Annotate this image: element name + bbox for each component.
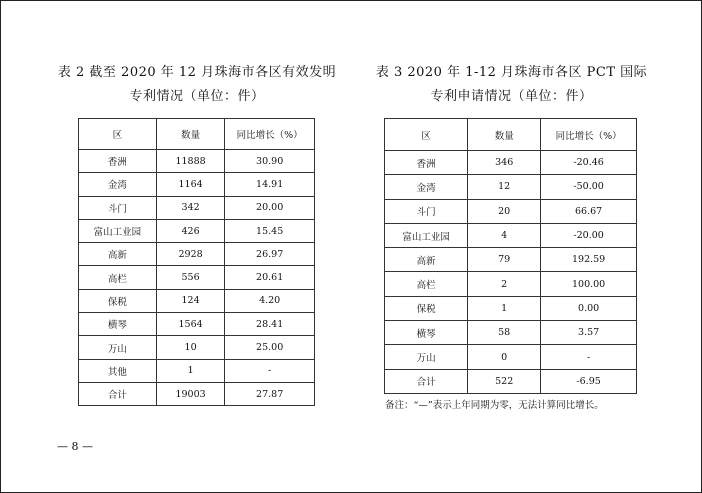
table-row — [385, 345, 637, 369]
cell-count: 10 — [156, 336, 224, 359]
table-row — [79, 313, 315, 336]
header-count: 数量 — [468, 119, 541, 151]
cell-district: 香洲 — [79, 150, 157, 173]
cell-growth: 26.97 — [225, 243, 315, 266]
table-row — [385, 321, 637, 345]
cell-growth: 15.45 — [225, 219, 315, 242]
cell-district: 保税 — [385, 296, 468, 320]
cell-district: 金湾 — [385, 175, 468, 199]
table-row — [79, 289, 315, 312]
table2-caption-line1: 表 2 截至 2020 年 12 月珠海市各区有效发明 — [57, 65, 337, 80]
table-header-row — [385, 119, 637, 151]
cell-growth: 14.91 — [225, 173, 315, 196]
header-district: 区 — [79, 119, 157, 150]
cell-growth: 28.41 — [225, 313, 315, 336]
cell-growth: 66.67 — [541, 199, 637, 223]
table-row — [385, 272, 637, 296]
table-row — [385, 369, 637, 393]
table-row — [79, 382, 315, 405]
table-row — [79, 196, 315, 219]
cell-district: 斗门 — [385, 199, 468, 223]
cell-growth: -50.00 — [541, 175, 637, 199]
cell-count: 346 — [468, 151, 541, 175]
table3 — [384, 118, 637, 394]
cell-growth: 30.90 — [225, 150, 315, 173]
cell-district: 斗门 — [79, 196, 157, 219]
cell-growth: - — [225, 359, 315, 382]
cell-count: 1 — [156, 359, 224, 382]
cell-district: 合计 — [385, 369, 468, 393]
table-row — [79, 219, 315, 242]
cell-count: 19003 — [156, 382, 224, 405]
page-number: — 8 — — [57, 440, 93, 453]
table3-caption-line1: 表 3 2020 年 1-12 月珠海市各区 PCT 国际 — [375, 65, 648, 80]
cell-district: 金湾 — [79, 173, 157, 196]
cell-district: 保税 — [79, 289, 157, 312]
table-header-row — [79, 119, 315, 150]
cell-growth: 0.00 — [541, 296, 637, 320]
cell-growth: 4.20 — [225, 289, 315, 312]
table3-caption-line2: 专利申请情况（单位：件） — [430, 89, 593, 104]
cell-growth: 192.59 — [541, 248, 637, 272]
table-row — [79, 150, 315, 173]
cell-district: 合计 — [79, 382, 157, 405]
cell-district: 香洲 — [385, 151, 468, 175]
cell-growth: 20.00 — [225, 196, 315, 219]
cell-count: 20 — [468, 199, 541, 223]
cell-count: 426 — [156, 219, 224, 242]
table-row — [385, 151, 637, 175]
cell-growth: 100.00 — [541, 272, 637, 296]
header-growth: 同比增长（%） — [541, 119, 637, 151]
table-row — [79, 266, 315, 289]
table3-note: 备注：“—”表示上年同期为零，无法计算同比增长。 — [385, 400, 604, 411]
cell-growth: 27.87 — [225, 382, 315, 405]
cell-growth: -6.95 — [541, 369, 637, 393]
cell-count: 2928 — [156, 243, 224, 266]
cell-count: 342 — [156, 196, 224, 219]
table-row — [385, 223, 637, 247]
cell-district: 万山 — [79, 336, 157, 359]
cell-district: 富山工业园 — [385, 223, 468, 247]
cell-growth: 20.61 — [225, 266, 315, 289]
cell-count: 1164 — [156, 173, 224, 196]
cell-district: 高新 — [79, 243, 157, 266]
header-district: 区 — [385, 119, 468, 151]
cell-district: 高栏 — [385, 272, 468, 296]
table2-caption-line2: 专利情况（单位：件） — [129, 89, 265, 104]
cell-district: 横琴 — [79, 313, 157, 336]
cell-count: 1 — [468, 296, 541, 320]
cell-growth: - — [541, 345, 637, 369]
cell-district: 横琴 — [385, 321, 468, 345]
cell-district: 其他 — [79, 359, 157, 382]
header-count: 数量 — [156, 119, 224, 150]
cell-district: 万山 — [385, 345, 468, 369]
table-row — [385, 248, 637, 272]
table-row — [79, 336, 315, 359]
cell-growth: -20.46 — [541, 151, 637, 175]
cell-district: 富山工业园 — [79, 219, 157, 242]
cell-growth: 3.57 — [541, 321, 637, 345]
header-growth: 同比增长（%） — [225, 119, 315, 150]
cell-count: 79 — [468, 248, 541, 272]
table-row — [79, 243, 315, 266]
cell-count: 11888 — [156, 150, 224, 173]
table3-caption — [369, 61, 654, 109]
cell-count: 58 — [468, 321, 541, 345]
cell-count: 556 — [156, 266, 224, 289]
cell-district: 高栏 — [79, 266, 157, 289]
cell-count: 124 — [156, 289, 224, 312]
cell-count: 4 — [468, 223, 541, 247]
cell-count: 2 — [468, 272, 541, 296]
table2 — [78, 118, 315, 406]
cell-district: 高新 — [385, 248, 468, 272]
table-row — [385, 199, 637, 223]
table-row — [79, 173, 315, 196]
cell-count: 0 — [468, 345, 541, 369]
cell-count: 522 — [468, 369, 541, 393]
cell-growth: -20.00 — [541, 223, 637, 247]
table-row — [79, 359, 315, 382]
table-row — [385, 296, 637, 320]
cell-count: 12 — [468, 175, 541, 199]
table-row — [385, 175, 637, 199]
cell-count: 1564 — [156, 313, 224, 336]
table2-caption — [51, 61, 343, 109]
cell-growth: 25.00 — [225, 336, 315, 359]
